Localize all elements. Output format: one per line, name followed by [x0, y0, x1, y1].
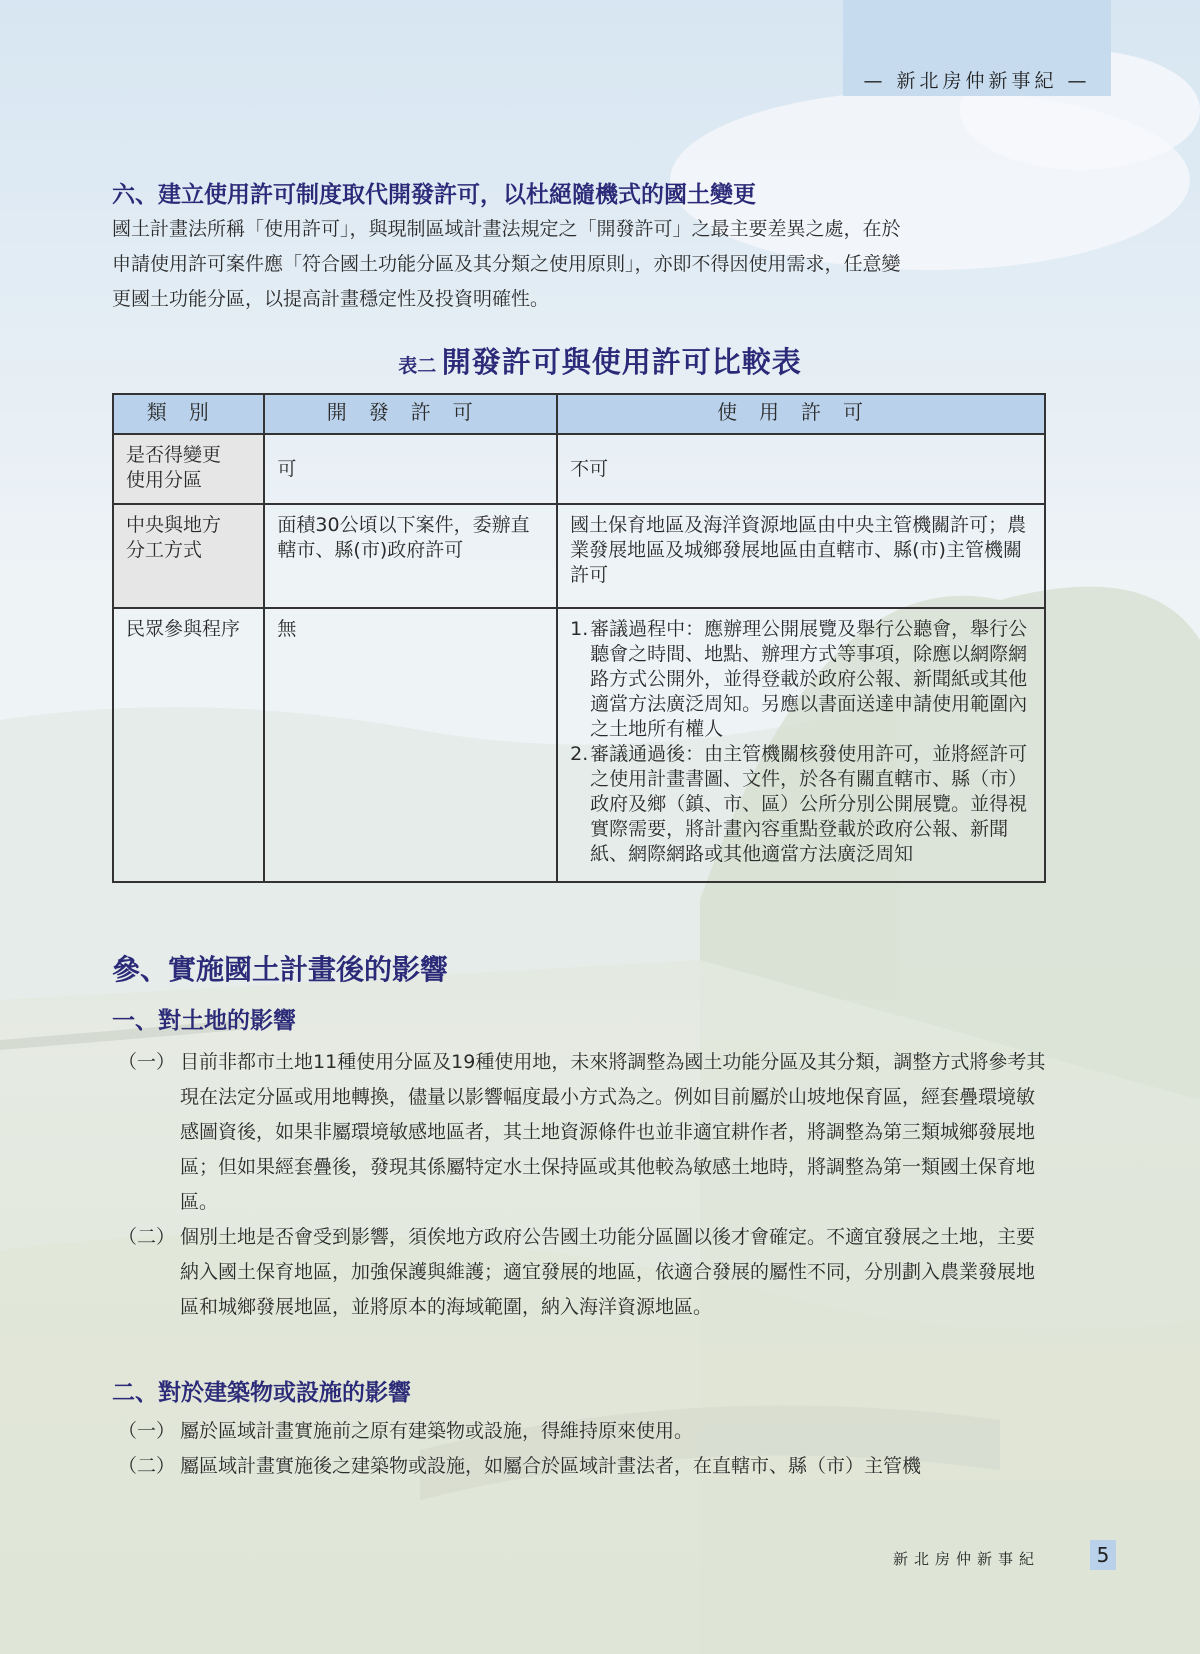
list-item	[118, 1449, 1048, 1484]
item-marker: （一）	[118, 1420, 176, 1442]
list-text: 審議過程中：應辦理公開展覽及舉行公聽會，舉行公聽會之時間、地點、辦理方式等事項，除應以網際網路方式公開外，並得登載於政府公報、新聞紙或其他適當方法廣泛周知。另應以書面送達申請使用範圍內之土地所有權人	[590, 618, 1028, 740]
header-use-permit: 使用許可	[557, 394, 1045, 434]
section-6-title: 六、建立使用許可制度取代開發許可，以杜絕隨機式的國土變更	[112, 182, 756, 208]
table-row	[113, 504, 1045, 608]
header-title: — 新北房仲新事紀 —	[863, 70, 1091, 92]
list-item	[570, 617, 1032, 742]
list-item	[118, 1414, 1048, 1449]
list-item	[118, 1220, 1048, 1325]
row-dev-cell: 面積30公頃以下案件，委辦直轄市、縣(市)政府許可	[264, 504, 557, 608]
list-text: 審議通過後：由主管機關核發使用許可，並將經許可之使用計畫書圖、文件，於各有關直轄市、縣（市）政府及鄉（鎮、市、區）公所分別公開展覽。並得視實際需要，將計畫內容重點登載於政府公報、新聞紙、網際網路或其他適當方法廣泛周知	[590, 743, 1028, 865]
row-dev-cell: 可	[264, 434, 557, 504]
subsection-1-list	[118, 1045, 1048, 1325]
category-line: 是否得變更	[126, 444, 222, 466]
row-category	[113, 504, 264, 608]
row-use-cell: 國土保育地區及海洋資源地區由中央主管機關許可；農業發展地區及城鄉發展地區由直轄市、縣(市)主管機關許可	[557, 504, 1045, 608]
table-row	[113, 608, 1045, 882]
page-number: 5	[1090, 1540, 1116, 1570]
category-line: 中央與地方	[126, 514, 222, 536]
table-caption	[0, 340, 1200, 381]
item-text: 目前非都市土地11種使用分區及19種使用地，未來將調整為國土功能分區及其分類，調整方式將參考其現在法定分區或用地轉換，儘量以影響幅度最小方式為之。例如目前屬於山坡地保育區，經套疊環境敏感圖資後，如果非屬環境敏感地區者，其土地資源條件也並非適宜耕作者，將調整為第三類城鄉發展地區；但如果經套疊後，發現其係屬特定水土保持區或其他較為敏感土地時，將調整為第一類國土保育地區。	[180, 1051, 1046, 1213]
list-number: 1.	[570, 618, 589, 640]
category-line: 使用分區	[126, 469, 203, 491]
table-caption-label: 表二	[398, 355, 437, 377]
footer-title: 新北房仲新事紀	[893, 1550, 1041, 1568]
row-dev-cell: 無	[264, 608, 557, 882]
item-text: 屬於區域計畫實施前之原有建築物或設施，得維持原來使用。	[180, 1420, 694, 1442]
header-category: 類別	[113, 394, 264, 434]
section-6-paragraph	[112, 212, 1047, 317]
row-use-cell: 不可	[557, 434, 1045, 504]
category-line: 民眾參與程序	[126, 618, 241, 640]
list-number: 2.	[570, 743, 589, 765]
item-marker: （一）	[118, 1051, 176, 1073]
table-caption-title: 開發許可與使用許可比較表	[441, 345, 802, 379]
row-category	[113, 434, 264, 504]
subsection-1-title: 一、對土地的影響	[112, 1008, 296, 1034]
subsection-2-title: 二、對於建築物或設施的影響	[112, 1380, 411, 1406]
item-text: 個別土地是否會受到影響，須俟地方政府公告國土功能分區圖以後才會確定。不適宜發展之土地，主要納入國土保育地區，加強保護與維護；適宜發展的地區，依適合發展的屬性不同，分別劃入農業發展地區和城鄉發展地區，並將原本的海域範圍，納入海洋資源地區。	[180, 1226, 1036, 1318]
subsection-2-list	[118, 1414, 1048, 1484]
part-3-title: 參、實施國土計畫後的影響	[112, 953, 449, 986]
header-development-permit: 開發許可	[264, 394, 557, 434]
paragraph-line: 申請使用許可案件應「符合國土功能分區及其分類之使用原則」，亦即不得因使用需求，任意變	[112, 253, 901, 275]
item-marker: （二）	[118, 1226, 176, 1248]
item-text: 屬區域計畫實施後之建築物或設施，如屬合於區域計畫法者，在直轄市、縣（市）主管機	[180, 1455, 922, 1477]
paragraph-line: 國土計畫法所稱「使用許可」，與現制區域計畫法規定之「開發許可」之最主要差異之處，在於	[112, 218, 901, 240]
item-marker: （二）	[118, 1455, 176, 1477]
row-category	[113, 608, 264, 882]
comparison-table	[112, 393, 1046, 883]
row-use-cell	[557, 608, 1045, 882]
category-line: 分工方式	[126, 539, 203, 561]
table-row	[113, 434, 1045, 504]
table-header-row	[113, 394, 1045, 434]
list-item	[570, 742, 1032, 867]
list-item	[118, 1045, 1048, 1220]
numbered-list	[570, 617, 1032, 867]
paragraph-line: 更國土功能分區，以提高計畫穩定性及投資明確性。	[112, 288, 550, 310]
